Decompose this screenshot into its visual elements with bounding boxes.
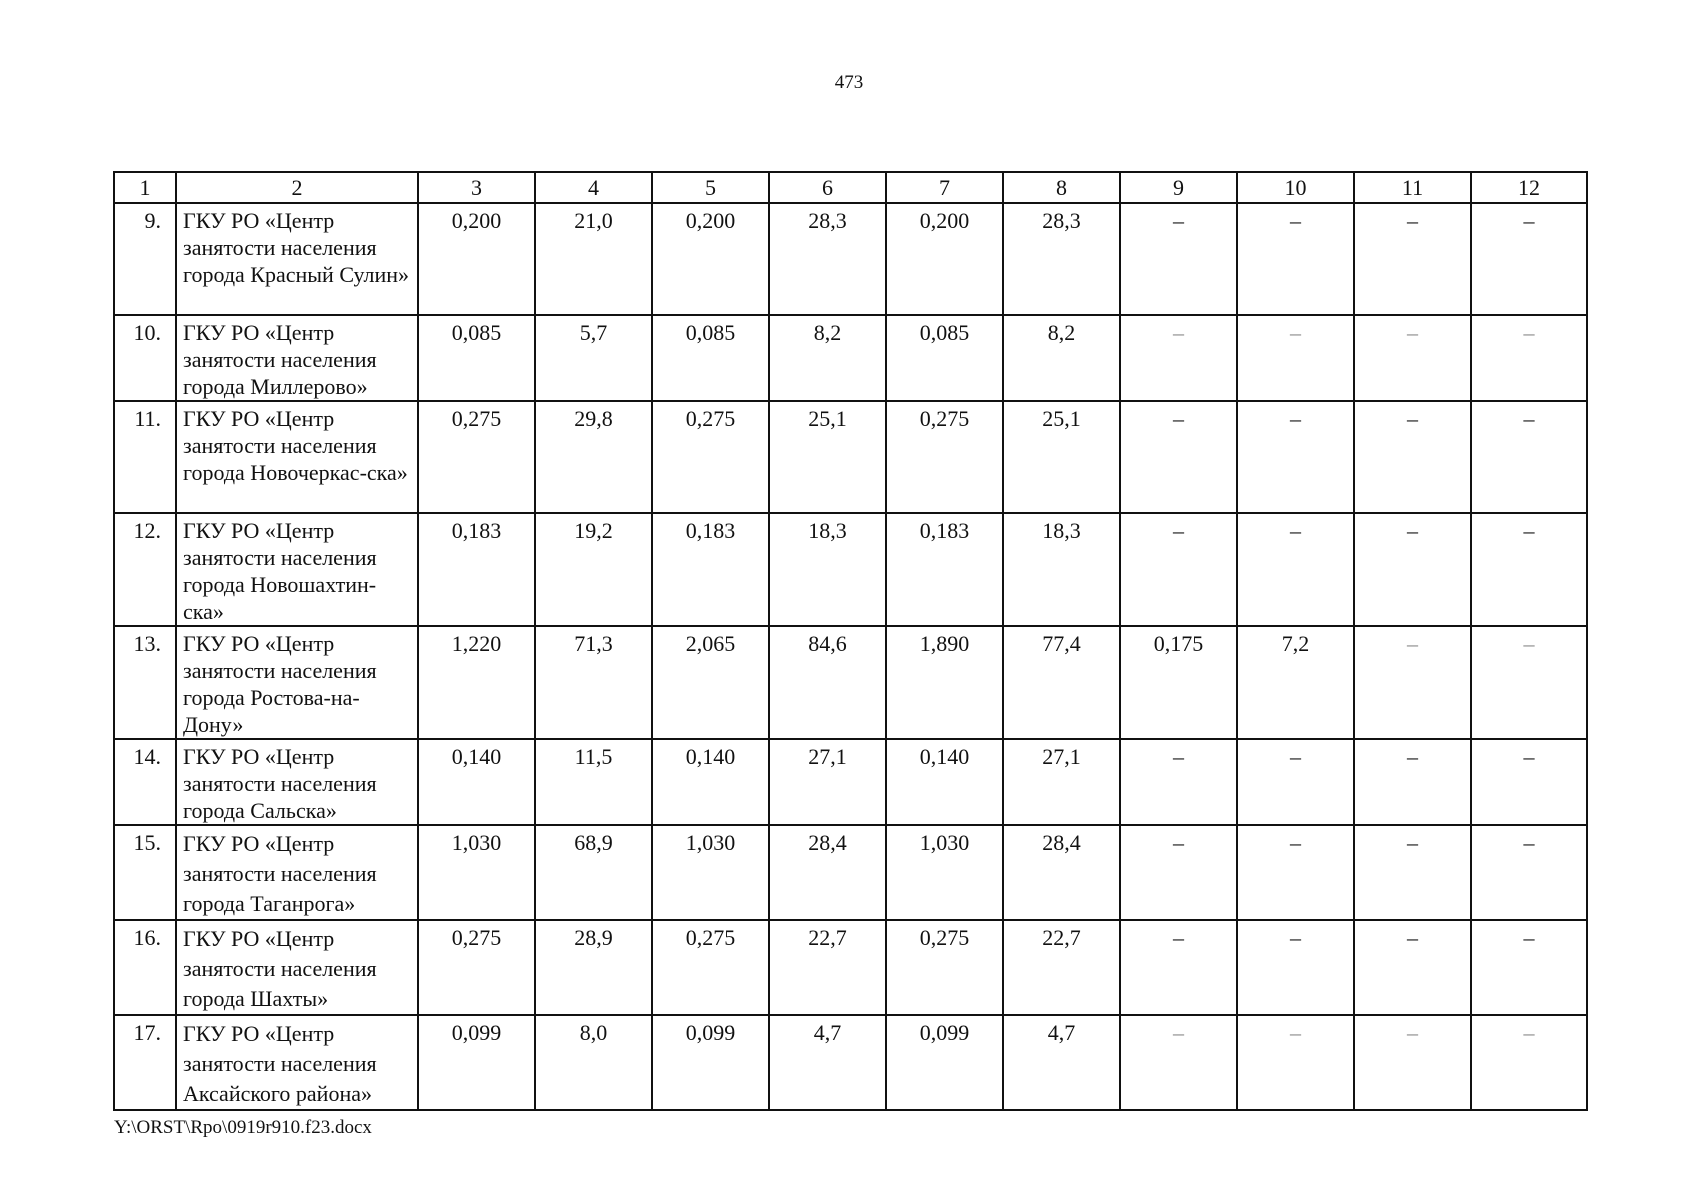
organization-name: ГКУ РО «Центр занятости населения Аксайского района»	[176, 1015, 418, 1110]
column-number: 5	[652, 172, 769, 203]
value-cell: 28,3	[1003, 203, 1120, 315]
value-cell: –	[1354, 626, 1471, 739]
column-number: 6	[769, 172, 886, 203]
value-cell: –	[1237, 401, 1354, 513]
row-number: 11.	[114, 401, 176, 513]
value-cell: –	[1237, 920, 1354, 1015]
organization-name: ГКУ РО «Центр занятости населения города Таганрога»	[176, 825, 418, 920]
organization-name: ГКУ РО «Центр занятости населения города Шахты»	[176, 920, 418, 1015]
value-cell: –	[1471, 315, 1587, 401]
value-cell: –	[1354, 920, 1471, 1015]
column-number: 9	[1120, 172, 1237, 203]
value-cell: –	[1471, 825, 1587, 920]
value-cell: 28,4	[769, 825, 886, 920]
table-row	[114, 513, 1587, 626]
row-number: 13.	[114, 626, 176, 739]
value-cell: 29,8	[535, 401, 652, 513]
value-cell: 0,275	[418, 920, 535, 1015]
value-cell: 5,7	[535, 315, 652, 401]
value-cell: 22,7	[769, 920, 886, 1015]
value-cell: –	[1471, 920, 1587, 1015]
value-cell: –	[1471, 203, 1587, 315]
value-cell: 0,099	[652, 1015, 769, 1110]
value-cell: –	[1237, 315, 1354, 401]
value-cell: 0,085	[418, 315, 535, 401]
row-number: 16.	[114, 920, 176, 1015]
value-cell: –	[1354, 513, 1471, 626]
page-number: 473	[834, 72, 864, 93]
column-number: 4	[535, 172, 652, 203]
column-number: 12	[1471, 172, 1587, 203]
table-row	[114, 401, 1587, 513]
column-number-row	[114, 172, 1587, 203]
column-number: 11	[1354, 172, 1471, 203]
value-cell: 0,099	[886, 1015, 1003, 1110]
value-cell: –	[1354, 315, 1471, 401]
value-cell: 25,1	[769, 401, 886, 513]
value-cell: 0,275	[652, 920, 769, 1015]
value-cell: 0,140	[886, 739, 1003, 825]
value-cell: –	[1471, 1015, 1587, 1110]
value-cell: 4,7	[1003, 1015, 1120, 1110]
value-cell: 27,1	[769, 739, 886, 825]
value-cell: 1,030	[418, 825, 535, 920]
value-cell: 0,183	[418, 513, 535, 626]
value-cell: 18,3	[769, 513, 886, 626]
value-cell: 84,6	[769, 626, 886, 739]
value-cell: 2,065	[652, 626, 769, 739]
table-row	[114, 315, 1587, 401]
column-number: 8	[1003, 172, 1120, 203]
value-cell: 0,183	[652, 513, 769, 626]
value-cell: 0,275	[886, 920, 1003, 1015]
value-cell: –	[1237, 1015, 1354, 1110]
value-cell: –	[1120, 739, 1237, 825]
data-table	[113, 171, 1588, 1111]
value-cell: –	[1237, 825, 1354, 920]
value-cell: 8,0	[535, 1015, 652, 1110]
value-cell: 0,085	[886, 315, 1003, 401]
table-row	[114, 739, 1587, 825]
row-number: 15.	[114, 825, 176, 920]
value-cell: –	[1120, 1015, 1237, 1110]
value-cell: –	[1120, 315, 1237, 401]
row-number: 17.	[114, 1015, 176, 1110]
value-cell: 19,2	[535, 513, 652, 626]
organization-name: ГКУ РО «Центр занятости населения города Красный Сулин»	[176, 203, 418, 315]
value-cell: 28,4	[1003, 825, 1120, 920]
value-cell: 4,7	[769, 1015, 886, 1110]
value-cell: 0,140	[418, 739, 535, 825]
value-cell: –	[1471, 401, 1587, 513]
value-cell: 1,030	[652, 825, 769, 920]
table-row	[114, 825, 1587, 920]
value-cell: –	[1120, 825, 1237, 920]
value-cell: 0,200	[418, 203, 535, 315]
value-cell: –	[1354, 203, 1471, 315]
table-row	[114, 920, 1587, 1015]
value-cell: 18,3	[1003, 513, 1120, 626]
file-path-footer: Y:\ORST\Rpo\0919r910.f23.docx	[114, 1117, 372, 1138]
row-number: 9.	[114, 203, 176, 315]
value-cell: 8,2	[1003, 315, 1120, 401]
value-cell: –	[1354, 401, 1471, 513]
value-cell: 28,9	[535, 920, 652, 1015]
value-cell: –	[1471, 513, 1587, 626]
row-number: 12.	[114, 513, 176, 626]
value-cell: –	[1120, 203, 1237, 315]
column-number: 10	[1237, 172, 1354, 203]
organization-name: ГКУ РО «Центр занятости населения города Новошахтин-ска»	[176, 513, 418, 626]
value-cell: –	[1354, 739, 1471, 825]
row-number: 10.	[114, 315, 176, 401]
column-number: 7	[886, 172, 1003, 203]
value-cell: –	[1471, 626, 1587, 739]
column-number: 3	[418, 172, 535, 203]
table-row	[114, 1015, 1587, 1110]
value-cell: 0,175	[1120, 626, 1237, 739]
value-cell: 0,099	[418, 1015, 535, 1110]
value-cell: 0,275	[652, 401, 769, 513]
value-cell: 0,140	[652, 739, 769, 825]
organization-name: ГКУ РО «Центр занятости населения города Новочеркас-ска»	[176, 401, 418, 513]
value-cell: 7,2	[1237, 626, 1354, 739]
value-cell: 0,275	[886, 401, 1003, 513]
value-cell: –	[1237, 513, 1354, 626]
value-cell: –	[1471, 739, 1587, 825]
value-cell: –	[1120, 513, 1237, 626]
column-number: 2	[176, 172, 418, 203]
organization-name: ГКУ РО «Центр занятости населения города Ростова-на-Дону»	[176, 626, 418, 739]
value-cell: –	[1120, 920, 1237, 1015]
value-cell: 0,275	[418, 401, 535, 513]
value-cell: 71,3	[535, 626, 652, 739]
value-cell: –	[1120, 401, 1237, 513]
value-cell: –	[1237, 739, 1354, 825]
value-cell: 25,1	[1003, 401, 1120, 513]
table-row	[114, 626, 1587, 739]
value-cell: –	[1354, 1015, 1471, 1110]
value-cell: –	[1237, 203, 1354, 315]
table-row	[114, 203, 1587, 315]
value-cell: 0,085	[652, 315, 769, 401]
value-cell: 21,0	[535, 203, 652, 315]
value-cell: 1,030	[886, 825, 1003, 920]
value-cell: 28,3	[769, 203, 886, 315]
value-cell: 68,9	[535, 825, 652, 920]
value-cell: 11,5	[535, 739, 652, 825]
value-cell: 0,200	[652, 203, 769, 315]
value-cell: 27,1	[1003, 739, 1120, 825]
column-number: 1	[114, 172, 176, 203]
value-cell: 22,7	[1003, 920, 1120, 1015]
value-cell: 1,220	[418, 626, 535, 739]
value-cell: 0,200	[886, 203, 1003, 315]
organization-name: ГКУ РО «Центр занятости населения города Сальска»	[176, 739, 418, 825]
value-cell: 1,890	[886, 626, 1003, 739]
value-cell: 77,4	[1003, 626, 1120, 739]
value-cell: –	[1354, 825, 1471, 920]
row-number: 14.	[114, 739, 176, 825]
value-cell: 0,183	[886, 513, 1003, 626]
value-cell: 8,2	[769, 315, 886, 401]
organization-name: ГКУ РО «Центр занятости населения города Миллерово»	[176, 315, 418, 401]
